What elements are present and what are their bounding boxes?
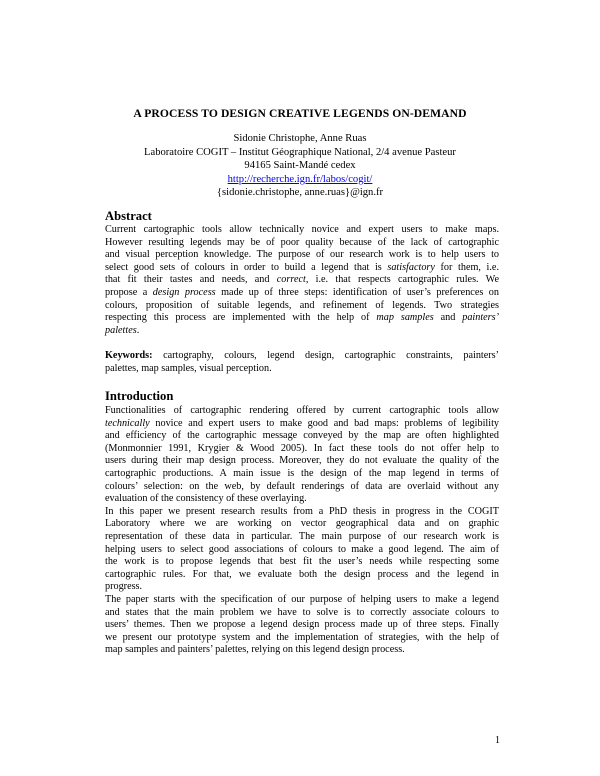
- author-names: Sidonie Christophe, Anne Ruas: [233, 133, 367, 144]
- author-block: [0, 132, 600, 200]
- author-address: 94165 Saint-Mandé cedex: [244, 160, 356, 172]
- author-affiliation: Laboratoire COGIT – Institut Géographique National, 2/4 avenue Pasteur: [144, 146, 456, 158]
- abstract-line: propose a design process made up of three steps: identification of user’s preferences on: [105, 286, 499, 298]
- keywords-text: cartography, colours, legend design, cartographic constraints, painters’: [163, 350, 500, 361]
- abstract-heading: Abstract: [105, 209, 152, 223]
- introduction-heading: Introduction: [105, 389, 174, 403]
- abstract-line: select good sets of colours in order to build a legend that is satisfactory for them, i.e.: [105, 261, 499, 273]
- abstract-line: colours, proposition of suitable legends, and refinement of legends. Two strategies: [105, 299, 499, 311]
- intro-line: The paper starts with the specification of our purpose of helping users to make a legend: [105, 593, 499, 605]
- intro-line: Functionalities of cartographic rendering offered by current cartographic tools allow: [105, 405, 499, 416]
- introduction-body: [105, 405, 499, 657]
- paper-title: A PROCESS TO DESIGN CREATIVE LEGENDS ON-DEMAND: [133, 107, 467, 120]
- abstract-line: respecting this process are implemented with the help of map samples and painters’: [105, 312, 500, 324]
- intro-line: colours’ selection: on the web, by default renderings of data are overlaid without any: [105, 480, 499, 492]
- intro-line: cartographic productions. A main issue is the design of the map legend in terms of: [105, 467, 499, 479]
- intro-line: users’ themes. Then we propose a legend design process made up of three steps. Finally: [105, 619, 499, 631]
- intro-line: we present our prototype system and the implementation of strategies, with the help of: [105, 631, 499, 643]
- intro-line: evaluation of the consistency of these overlaying.: [105, 493, 307, 505]
- abstract-body: [105, 224, 499, 337]
- keywords-text: palettes, map samples, visual perception.: [105, 362, 272, 374]
- intro-line: progress.: [105, 581, 143, 593]
- intro-line: map samples and painters’ palettes, relying on this legend design process.: [105, 644, 405, 656]
- intro-line: helping users to select good associations of colours to make a good legend. The aim of: [105, 543, 499, 555]
- keywords-block: [105, 350, 499, 375]
- intro-line: and states that the main problem we have to solve is to correctly associate colours to: [105, 606, 499, 618]
- intro-line: In this paper we present research results from a PhD thesis in progress in the COGIT: [105, 505, 499, 517]
- intro-line: users during their map design process. Moreover, they do not evaluate the quality of the: [105, 455, 499, 467]
- abstract-line: However resulting legends may be of poor quality because of the lack of cartographic: [105, 236, 499, 248]
- keywords-label: Keywords:: [105, 350, 153, 361]
- lab-url-link[interactable]: http://recherche.ign.fr/labos/cogit/: [227, 173, 373, 185]
- author-emails: {sidonie.christophe, anne.ruas}@ign.fr: [216, 187, 384, 199]
- abstract-line: palettes.: [105, 324, 140, 336]
- intro-line: and efficiency of the cartographic message conveyed by the map are often highlighted: [105, 430, 499, 442]
- abstract-line: that fit their tastes and needs, and correct, i.e. that respects cartographic rules. We: [105, 274, 499, 286]
- abstract-line: and visual perception knowledge. The purpose of our research work is to help users to: [105, 249, 499, 261]
- intro-line: the work is to propose legends that best fit the user’s needs while respecting some: [105, 556, 499, 568]
- intro-line: Laboratory where we are working on vector geographical data and on graphic: [105, 518, 499, 530]
- intro-line: cartographic rules. For that, we evaluate both the design process and the legend in: [105, 568, 499, 580]
- intro-line: representation of these data in particular. The main purpose of our research work is: [105, 530, 499, 542]
- page-number: 1: [495, 735, 500, 746]
- intro-line: technically novice and expert users to make good and bad maps: problems of legibility: [105, 417, 499, 429]
- intro-line: (Monmonnier 1991, Krygier & Wood 2005). In fact these tools do not offer help to: [105, 442, 499, 454]
- abstract-line: Current cartographic tools allow technically novice and expert users to make maps.: [105, 224, 499, 235]
